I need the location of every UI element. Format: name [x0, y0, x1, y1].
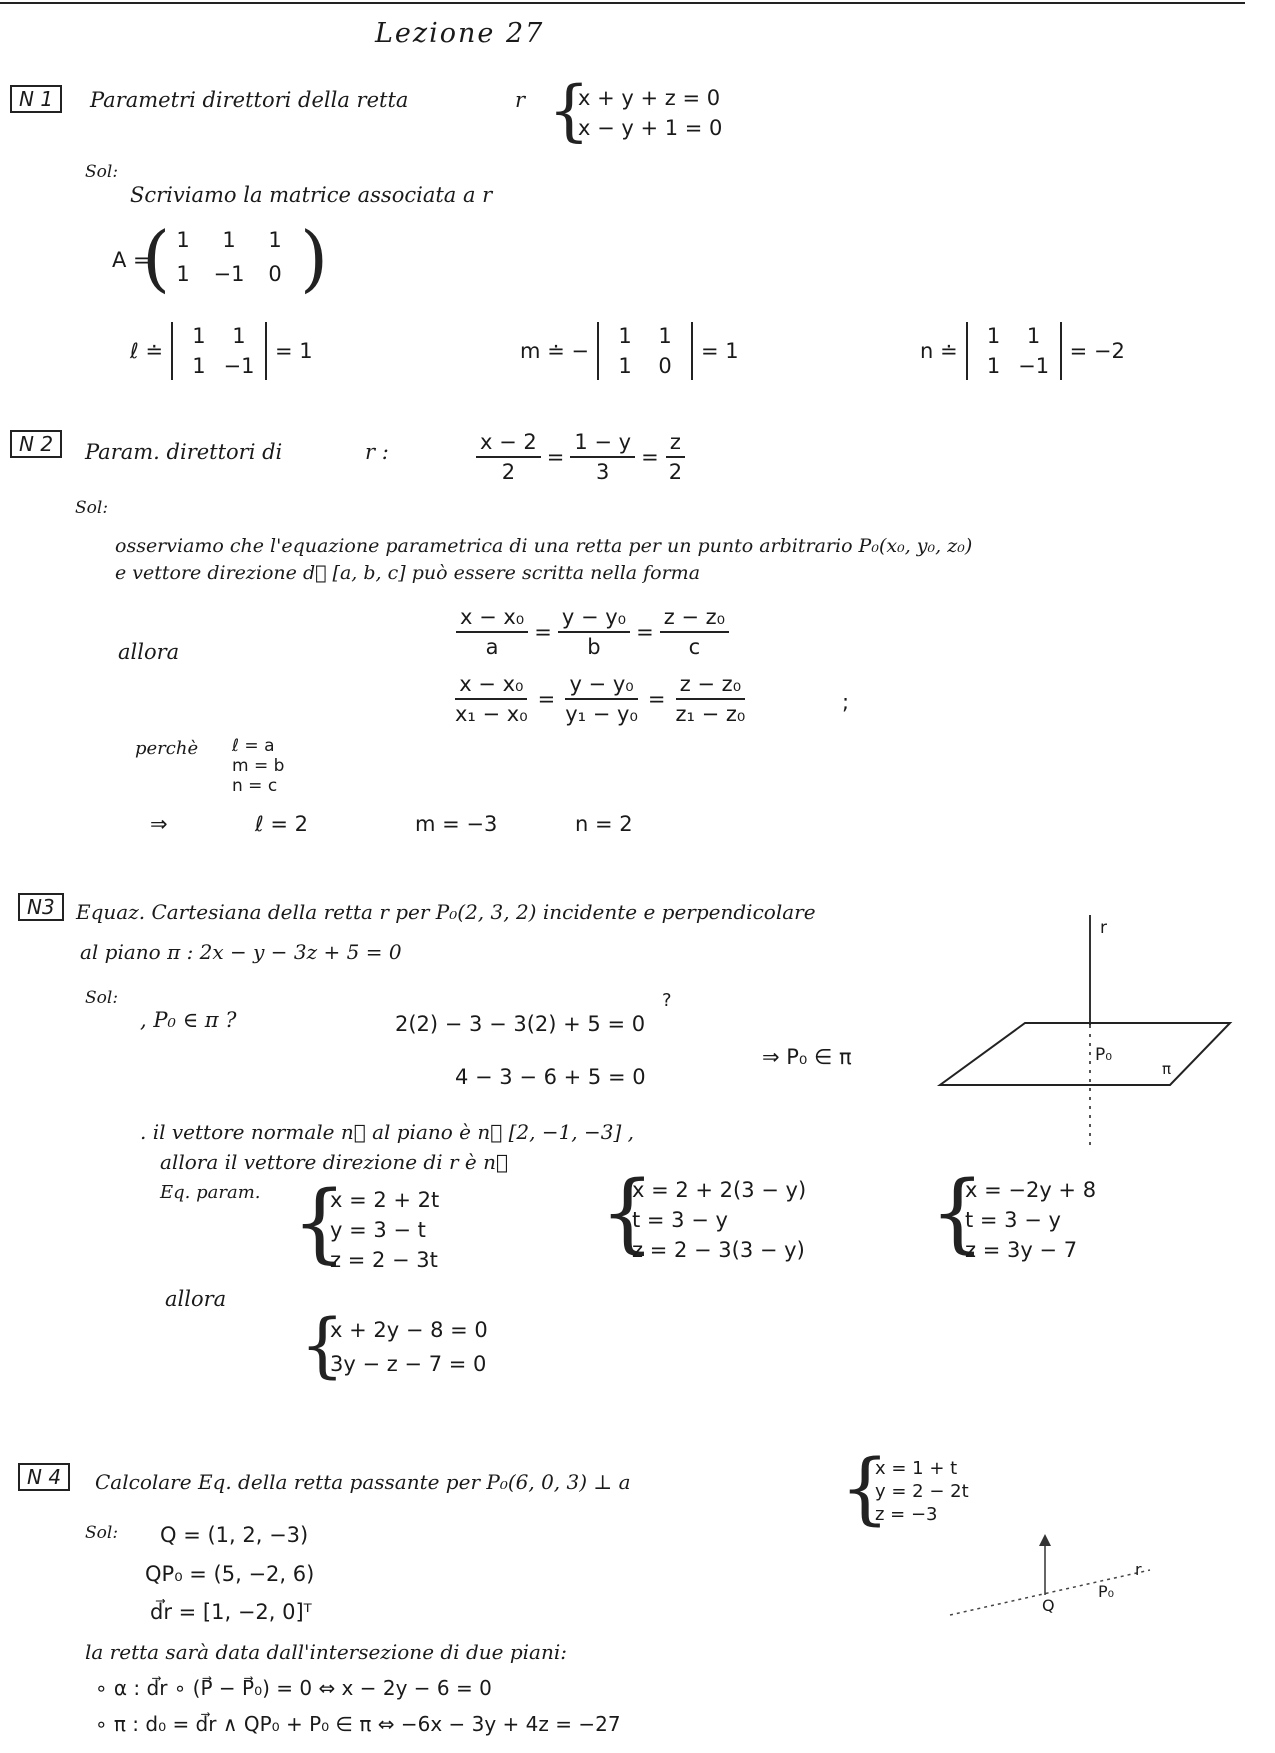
- n4-qp0: QP₀ = (5, −2, 6): [145, 1562, 315, 1586]
- n1-system: [578, 86, 722, 140]
- n4-q: Q = (1, 2, −3): [160, 1523, 309, 1547]
- n1-eq-2: x − y + 1 = 0: [578, 116, 723, 140]
- n4-alpha: ∘ α : d⃗r ∘ (P⃗ − P⃗₀) = 0 ⇔ x − 2y − 6 = 0: [95, 1676, 492, 1700]
- fraction: $\frac{\text{x − x₀}}{\text{x₁ − x₀}}$: [455, 672, 528, 726]
- n1-eq-1: x + y + z = 0: [578, 86, 721, 110]
- det-cell: 1: [618, 354, 632, 378]
- n3-fig-r: r: [1100, 918, 1107, 938]
- n3-sol: Sol:: [85, 988, 119, 1008]
- l-rhs: = 1: [274, 339, 313, 363]
- matrix-A: [160, 228, 298, 286]
- n3-fig-p0: P₀: [1095, 1045, 1113, 1065]
- n-determinant: [966, 322, 1062, 380]
- n2-allora: allora: [118, 640, 180, 664]
- matrix-right-paren: ): [300, 216, 329, 300]
- matrix-left-paren: (: [142, 216, 171, 300]
- n3-plane-figure: [930, 905, 1240, 1155]
- det-cell: 1: [192, 354, 206, 378]
- n1-line1: Scriviamo la matrice associata a r: [130, 183, 493, 207]
- system-eq: z = 3y − 7: [965, 1238, 1078, 1262]
- n3-eqparam: Eq. param.: [160, 1182, 261, 1203]
- plane-pi: [940, 1023, 1230, 1085]
- n4-pi: ∘ π : d₀ = d⃗r ∧ QP₀ + P₀ ∈ π ⇔ −6x − 3y + 4z = −27: [95, 1712, 621, 1736]
- n4-system: [875, 1458, 969, 1525]
- system-eq: t = 3 − y: [965, 1208, 1061, 1232]
- n2-equation: $\frac{x - 2}{2}$ = $\frac{1 - y}{3}$ = $\frac{z}{2}$: [470, 430, 692, 484]
- exercise-label-n4: N 4: [18, 1463, 70, 1491]
- m-determinant: [597, 322, 693, 380]
- n3-system-3: [965, 1178, 1096, 1262]
- n3-s1-brace: {: [292, 1173, 347, 1273]
- n3-normal1: . il vettore normale n⃗ al piano è n⃗ [2, −1, −3] ,: [140, 1120, 635, 1144]
- matrix-cell: 1: [176, 228, 190, 252]
- n4-fig-r: r: [1135, 1560, 1142, 1579]
- page-title: Lezione 27: [375, 18, 545, 49]
- det-cell: 1: [232, 324, 246, 348]
- system-eq: x + 2y − 8 = 0: [330, 1318, 488, 1342]
- matrix-cell: 1: [222, 228, 236, 252]
- n1-m-equation: [520, 322, 739, 380]
- n2-line1: osserviamo che l'equazione parametrica di una retta per un punto arbitrario P₀(x₀, y₀, z₀): [115, 535, 973, 557]
- n3-system-2: [632, 1178, 806, 1262]
- fraction: $\frac{\text{y − y₀}}{b}$: [558, 605, 630, 659]
- n3-system-1: [330, 1188, 439, 1272]
- n1-l-equation: [130, 322, 313, 380]
- n3-normal2: allora il vettore direzione di r è n⃗: [160, 1150, 508, 1174]
- fraction: $\frac{\text{y − y₀}}{\text{y₁ − y₀}}$: [565, 672, 638, 726]
- system-eq: t = 3 − y: [632, 1208, 728, 1232]
- arrow-head: [1039, 1534, 1051, 1546]
- n3-qmark: ?: [662, 990, 672, 1011]
- n3-system-4: [330, 1318, 488, 1376]
- n2-line2: e vettore direzione d⃗ [a, b, c] può essere scritta nella forma: [115, 562, 701, 584]
- n4-line-figure: [940, 1530, 1160, 1630]
- n3-s3-brace: {: [930, 1163, 985, 1263]
- matrix-cell: 0: [268, 262, 282, 286]
- l-determinant: [171, 322, 267, 380]
- n4-statement: Calcolare Eq. della retta passante per P₀(6, 0, 3) ⊥ a: [95, 1470, 631, 1494]
- n2-result-n: n = 2: [575, 812, 633, 836]
- n2-correspondence: [232, 736, 284, 796]
- exercise-label-n2: N 2: [10, 430, 62, 458]
- l-lhs: ℓ ≐: [130, 339, 163, 363]
- n4-dr: d⃗r = [1, −2, 0]ᵀ: [150, 1600, 312, 1624]
- matrix-cell: 1: [268, 228, 282, 252]
- det-cell: 1: [192, 324, 206, 348]
- n2-semicolon: ;: [842, 690, 850, 714]
- system-eq: x = 2 + 2t: [330, 1188, 440, 1212]
- n2-two-point-form: $\frac{\text{x − x₀}}{\text{x₁ − x₀}}$ = $\frac{\text{y − y₀}}{\text{y₁ − y₀}}$ = $\frac{\text{z − z₀}}{\text{z₁ − z₀}}$: [445, 672, 755, 726]
- n2-arrow: ⇒: [150, 812, 168, 836]
- corr-line: m = b: [232, 756, 285, 776]
- n2-result-m: m = −3: [415, 812, 498, 836]
- n1-sol: Sol:: [85, 162, 119, 182]
- system-eq: y = 3 − t: [330, 1218, 426, 1242]
- n2-sol: Sol:: [75, 498, 109, 518]
- n2-general-form: $\frac{\text{x − x₀}}{a}$ = $\frac{\text{y − y₀}}{b}$ = $\frac{\text{z − z₀}}{c}$: [450, 605, 735, 659]
- n3-question: , P₀ ∈ π ?: [140, 1008, 237, 1032]
- fraction: $\frac{\text{z − z₀}}{c}$: [660, 605, 729, 659]
- n-lhs: n ≐: [920, 339, 958, 363]
- top-scan-border: [0, 2, 1245, 4]
- det-cell: 1: [986, 324, 1001, 348]
- system-eq: z = 2 − 3(3 − y): [632, 1238, 805, 1262]
- n1-statement: Parametri direttori della retta: [90, 88, 409, 112]
- n4-line: la retta sarà data dall'intersezione di due piani:: [85, 1640, 567, 1664]
- det-cell: −1: [223, 354, 255, 378]
- n1-r: r: [515, 88, 526, 112]
- n4-fig-p0: P₀: [1098, 1582, 1115, 1601]
- det-cell: 0: [658, 354, 672, 378]
- system-eq: y = 2 − 2t: [875, 1481, 969, 1502]
- n2-perche: perchè: [135, 738, 199, 759]
- fraction: $\frac{1 - y}{3}$: [570, 430, 635, 484]
- n3-s4-brace: {: [300, 1304, 345, 1386]
- fraction: $\frac{\text{z − z₀}}{\text{z₁ − z₀}}$: [675, 672, 746, 726]
- fraction: $\frac{z}{2}$: [665, 430, 686, 484]
- system-eq: z = −3: [875, 1504, 938, 1525]
- matrix-cell: 1: [176, 262, 190, 286]
- n4-system-brace: {: [840, 1444, 890, 1534]
- m-lhs: m ≐ −: [520, 339, 589, 363]
- corr-line: n = c: [232, 776, 278, 796]
- matrix-A-label: A =: [112, 248, 151, 272]
- system-eq: x = 1 + t: [875, 1458, 958, 1479]
- n1-system-brace: {: [548, 72, 590, 149]
- exercise-label-n3: N3: [18, 893, 64, 921]
- n3-calc2: 4 − 3 − 6 + 5 = 0: [455, 1065, 646, 1089]
- det-cell: 1: [618, 324, 632, 348]
- n3-fig-pi: π: [1162, 1060, 1172, 1078]
- n3-conclusion: ⇒ P₀ ∈ π: [762, 1045, 852, 1069]
- n2-result-l: ℓ = 2: [255, 812, 308, 836]
- n4-sol: Sol:: [85, 1523, 119, 1543]
- n-rhs: = −2: [1069, 339, 1125, 363]
- corr-line: ℓ = a: [232, 736, 275, 756]
- n3-line1: Equaz. Cartesiana della retta r per P₀(2, 3, 2) incidente e perpendicolare: [76, 900, 816, 924]
- system-eq: 3y − z − 7 = 0: [330, 1352, 487, 1376]
- n3-calc1: 2(2) − 3 − 3(2) + 5 = 0: [395, 1012, 646, 1036]
- det-cell: 1: [658, 324, 672, 348]
- det-cell: 1: [1026, 324, 1041, 348]
- matrix-cell: −1: [213, 262, 245, 286]
- fraction: $\frac{x - 2}{2}$: [476, 430, 541, 484]
- fraction: $\frac{\text{x − x₀}}{a}$: [456, 605, 528, 659]
- n2-statement: Param. direttori di: [85, 440, 283, 464]
- n3-allora: allora: [165, 1287, 227, 1311]
- system-eq: x = 2 + 2(3 − y): [632, 1178, 807, 1202]
- n1-n-equation: [920, 322, 1125, 380]
- m-rhs: = 1: [701, 339, 739, 363]
- n4-fig-q: Q: [1042, 1596, 1055, 1615]
- det-cell: −1: [1018, 354, 1050, 378]
- det-cell: 1: [986, 354, 1001, 378]
- n3-s2-brace: {: [600, 1163, 655, 1263]
- n2-r: r :: [365, 440, 389, 464]
- system-eq: x = −2y + 8: [965, 1178, 1097, 1202]
- system-eq: z = 2 − 3t: [330, 1248, 438, 1272]
- exercise-label-n1: N 1: [10, 85, 62, 113]
- n3-line2: al piano π : 2x − y − 3z + 5 = 0: [80, 940, 402, 964]
